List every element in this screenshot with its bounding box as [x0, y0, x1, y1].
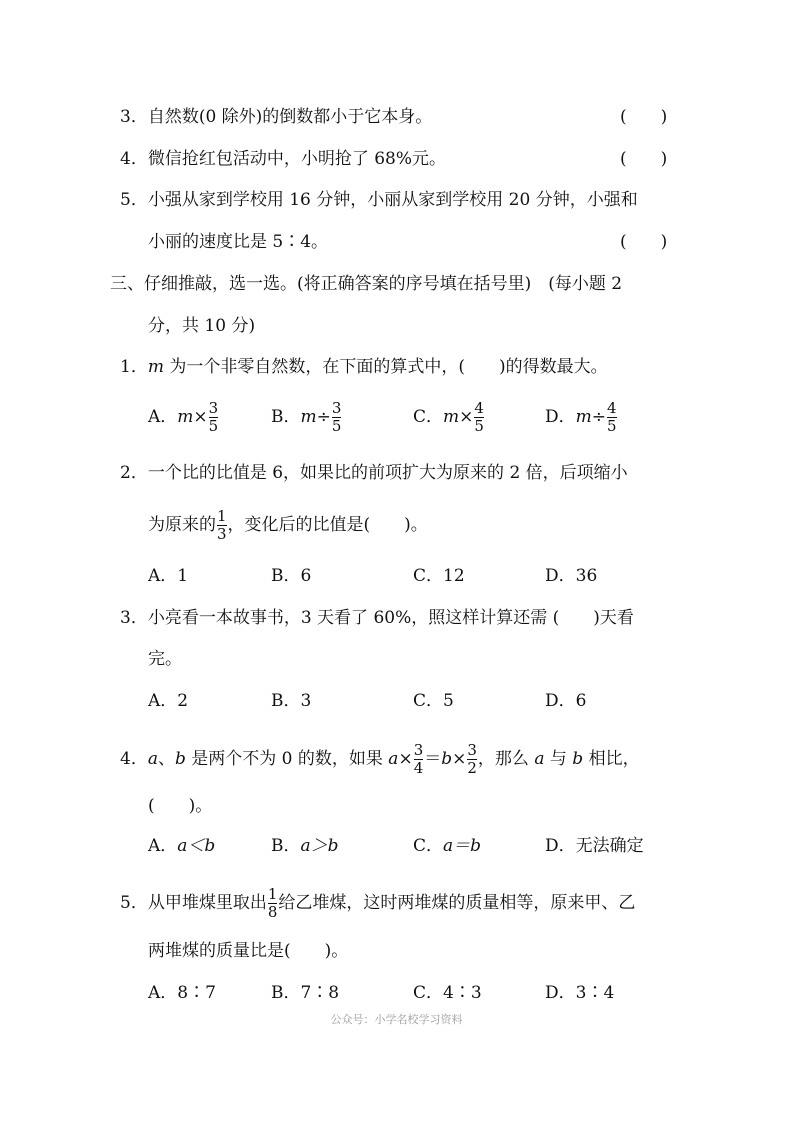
option-label: A．: [148, 836, 178, 856]
answer-blank: ( ): [620, 232, 668, 252]
option-c: C．4∶3: [413, 983, 482, 1003]
question-text: 为一个非零自然数，在下面的算式中，( )的得数最大。: [163, 357, 608, 377]
question-1: [120, 356, 608, 378]
fraction: [217, 508, 227, 543]
option-expr: a＝b: [443, 836, 482, 856]
numerator: 3: [413, 741, 424, 759]
operator: ÷: [591, 407, 607, 427]
option-d: D．3∶4: [545, 983, 615, 1003]
judge-item-4: [120, 148, 446, 170]
variable-b: b: [174, 749, 186, 769]
variable: m: [177, 407, 194, 427]
separator: 、: [157, 749, 175, 769]
option-a: A．1: [148, 566, 189, 586]
item-number: 5．: [120, 190, 148, 210]
equals-sign: ＝: [424, 749, 442, 769]
denominator: 3: [217, 525, 227, 543]
option-label: D．: [545, 407, 576, 427]
denominator: 5: [607, 417, 617, 435]
option-expr: a＜b: [177, 836, 216, 856]
item-number: 5．: [120, 893, 148, 913]
option-a: [148, 835, 215, 857]
option-label: C．: [413, 836, 444, 856]
option-c: C．5: [413, 691, 454, 711]
option-c: [413, 400, 485, 435]
question-4: [120, 742, 640, 777]
variable-m: m: [147, 357, 164, 377]
operator: ×: [459, 407, 474, 427]
option-c: C．12: [413, 566, 465, 586]
fraction: [467, 742, 477, 777]
variable: m: [443, 407, 460, 427]
operator: ×: [193, 407, 208, 427]
operator: ÷: [316, 407, 331, 427]
question-text: ，变化后的比值是( )。: [227, 515, 428, 535]
judge-item-3: [120, 106, 432, 128]
option-d: D．6: [545, 691, 587, 711]
question-text: 小亮看一本故事书，3 天看了 60%，照这样计算还需 ( )天看: [147, 608, 634, 628]
answer-blank: ( ): [620, 107, 668, 127]
option-d: D．36: [545, 566, 598, 586]
option-expr: 无法确定: [575, 836, 644, 856]
question-text: 相比，: [583, 749, 640, 769]
question-text: 为原来的: [148, 515, 216, 535]
item-number: 4．: [120, 749, 148, 769]
question-text: 给乙堆煤，这时两堆煤的质量相等，原来甲、乙: [278, 893, 636, 913]
fraction: [607, 400, 617, 435]
numerator: 1: [217, 507, 227, 525]
denominator: 2: [467, 759, 477, 777]
variable-a: a: [147, 749, 158, 769]
option-b: B．6: [271, 566, 312, 586]
denominator: 4: [413, 759, 424, 777]
question-4-line2: ( )。: [148, 796, 213, 816]
variable-b: b: [441, 749, 453, 769]
numerator: 4: [474, 399, 484, 417]
option-b: [271, 400, 342, 435]
question-text: ，那么: [477, 749, 535, 769]
section-heading-line2: 分，共 10 分): [148, 316, 256, 336]
question-text: 是两个不为 0 的数，如果: [185, 749, 389, 769]
question-5-line2: 两堆煤的质量比是( )。: [148, 941, 349, 961]
fraction: [414, 742, 424, 777]
question-text: 从甲堆煤里取出: [147, 893, 267, 913]
option-label: B．: [271, 836, 301, 856]
denominator: 8: [267, 903, 278, 921]
option-b: [271, 835, 339, 857]
numerator: 4: [607, 399, 617, 417]
option-label: A．: [148, 407, 178, 427]
option-a: A．2: [148, 691, 189, 711]
item-number: 1．: [120, 357, 148, 377]
option-expr: a＞b: [300, 836, 339, 856]
question-3: [120, 607, 634, 629]
numerator: 3: [467, 741, 477, 759]
item-number: 3．: [120, 608, 148, 628]
variable: m: [300, 407, 317, 427]
fraction: [474, 400, 484, 435]
times-sign: ×: [398, 749, 413, 769]
question-3-line2: 完。: [148, 649, 182, 669]
option-label: D．: [545, 836, 576, 856]
question-text: 与: [544, 749, 573, 769]
variable-a: a: [534, 749, 545, 769]
question-2-line2: [148, 508, 428, 543]
denominator: 5: [331, 417, 342, 435]
question-text: 一个比的比值是 6，如果比的前项扩大为原来的 2 倍，后项缩小: [147, 463, 628, 483]
item-number: 4．: [120, 149, 148, 169]
variable-a: a: [388, 749, 399, 769]
question-2: [120, 462, 628, 484]
option-a: [148, 400, 219, 435]
question-5: [120, 886, 635, 921]
fraction: [332, 400, 342, 435]
option-label: B．: [271, 407, 301, 427]
option-d: [545, 835, 644, 857]
item-number: 3．: [120, 107, 148, 127]
option-a: A．8∶7: [148, 983, 216, 1003]
times-sign: ×: [452, 749, 467, 769]
numerator: 3: [331, 399, 342, 417]
denominator: 5: [208, 417, 219, 435]
fraction: [209, 400, 219, 435]
option-label: C．: [413, 407, 444, 427]
item-text: 小强从家到学校用 16 分钟，小丽从家到学校用 20 分钟，小强和: [147, 190, 638, 210]
footer-watermark: 公众号：小学名校学习资料: [330, 1013, 463, 1026]
option-b: B．3: [271, 691, 312, 711]
fraction: [268, 886, 278, 921]
variable: m: [575, 407, 592, 427]
judge-item-5-line2: 小丽的速度比是 5∶4。: [148, 232, 329, 252]
numerator: 1: [267, 885, 278, 903]
option-d: [545, 400, 618, 435]
denominator: 5: [474, 417, 484, 435]
option-b: B．7∶8: [271, 983, 340, 1003]
answer-blank: ( ): [620, 149, 668, 169]
item-text: 自然数(0 除外)的倒数都小于它本身。: [147, 107, 433, 127]
item-number: 2．: [120, 463, 148, 483]
numerator: 3: [208, 399, 219, 417]
option-c: [413, 835, 481, 857]
section-heading: 三、仔细推敲，选一选。(将正确答案的序号填在括号里) (每小题 2: [110, 274, 623, 294]
judge-item-5: [120, 189, 638, 211]
variable-b: b: [572, 749, 584, 769]
item-text: 微信抢红包活动中，小明抢了 68%元。: [147, 149, 447, 169]
